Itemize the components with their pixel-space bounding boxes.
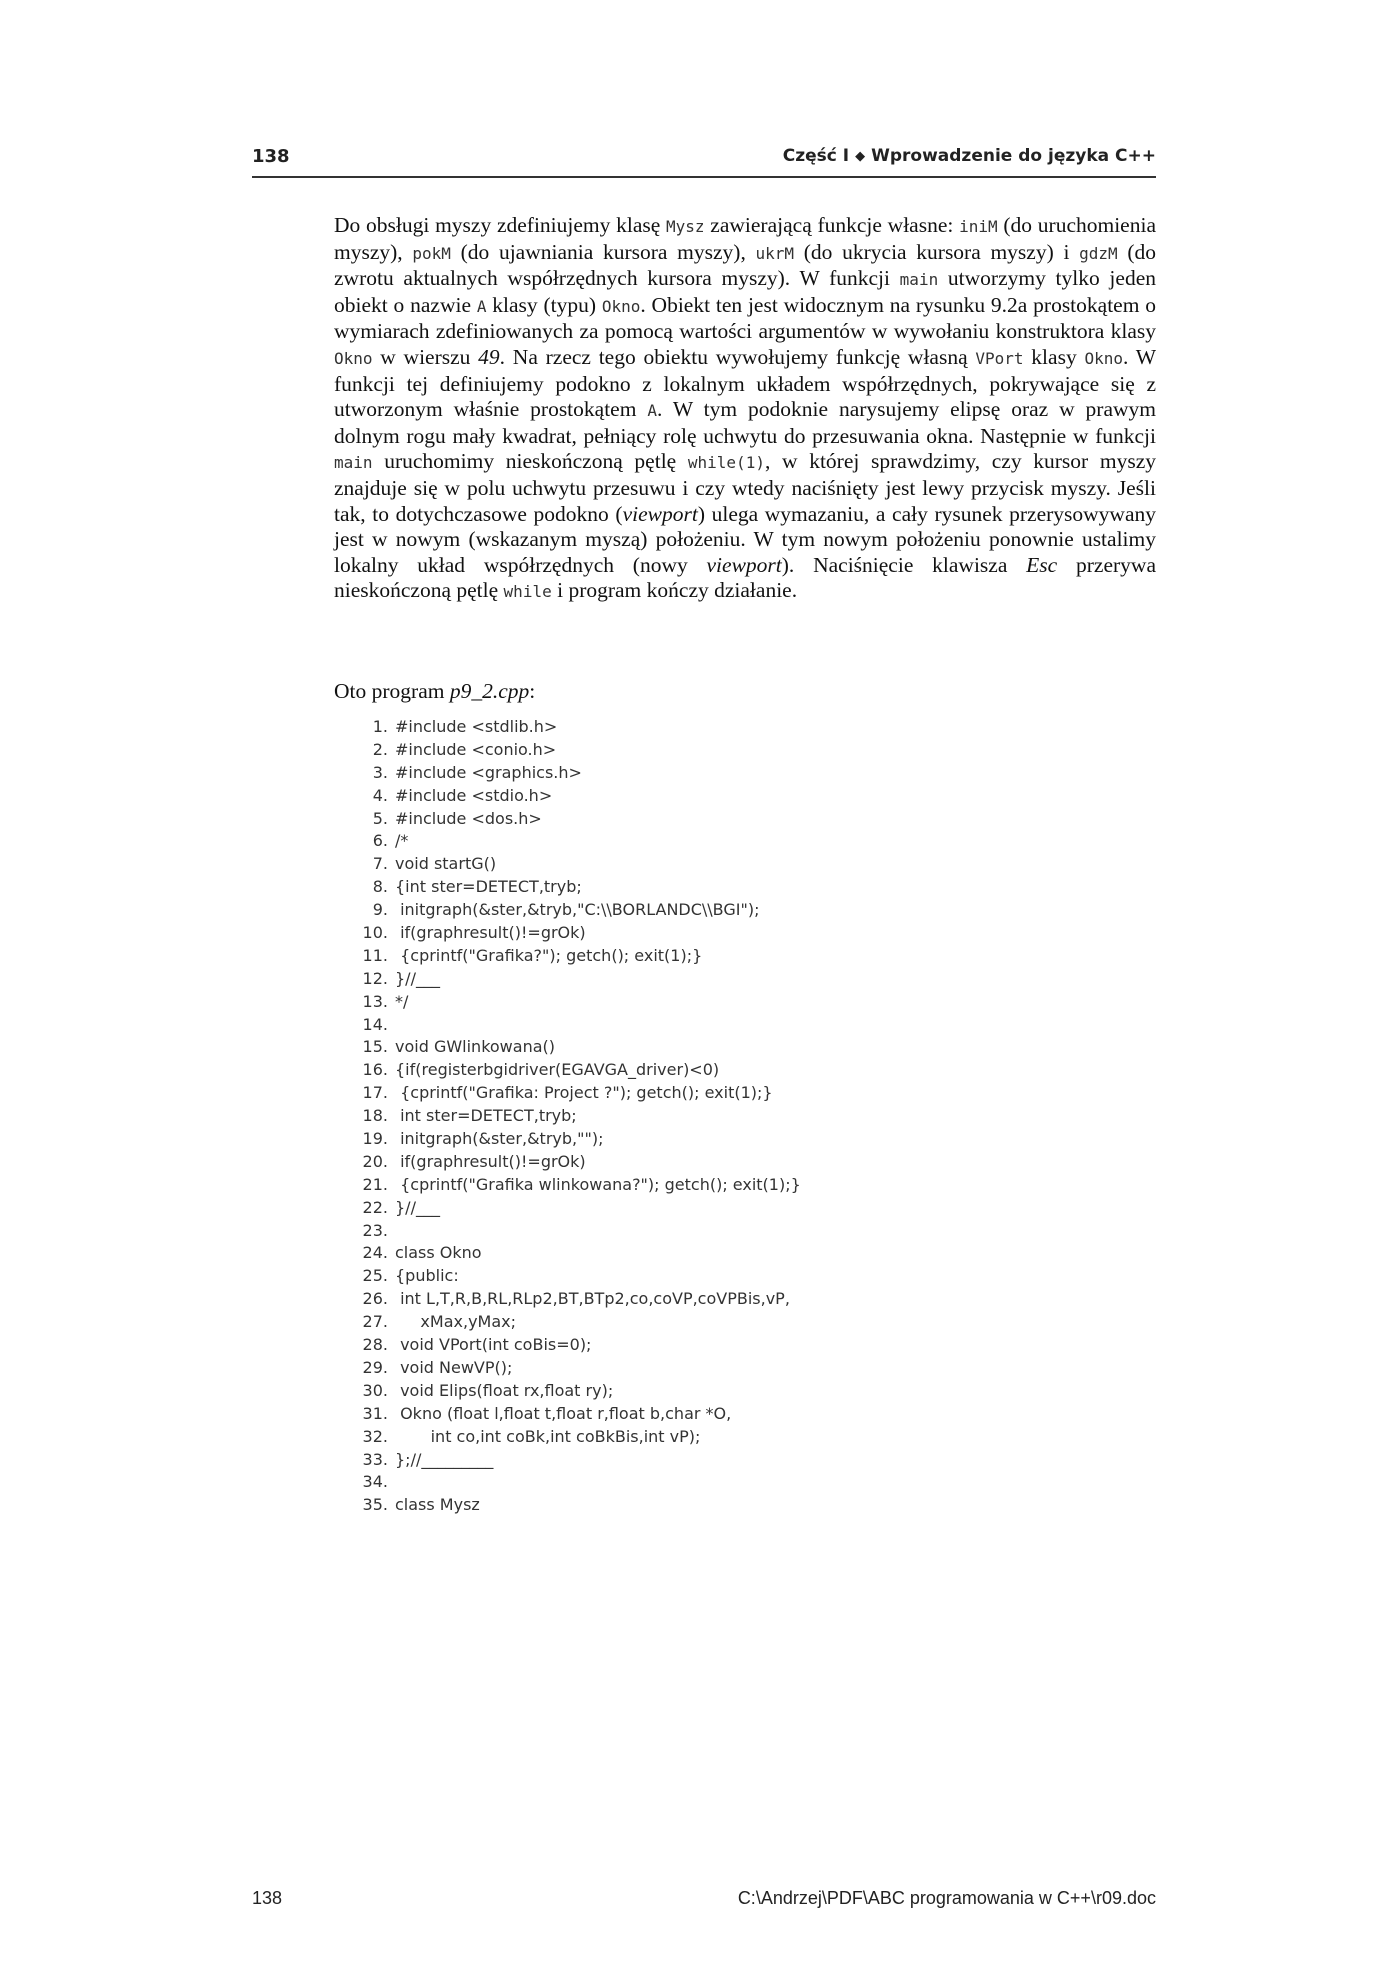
line-code: #include <dos.h> [395,808,542,828]
inline-code: main [899,270,939,290]
code-line [340,1220,1040,1243]
body-paragraph [334,213,1156,605]
program-intro [334,678,535,704]
code-listing [340,716,1040,1517]
line-code [388,1221,395,1240]
line-code: void Elips(float rx,float ry); [395,1380,614,1400]
line-code: int co,int coBk,int coBkBis,int vP); [395,1426,701,1446]
line-code: void GWlinkowana() [395,1037,555,1057]
code-line [340,785,1040,808]
line-number: 30. [362,1380,388,1400]
line-number: 26. [362,1289,388,1309]
code-line [340,1014,1040,1037]
code-line [340,830,1040,853]
code-line [340,1059,1040,1082]
line-code [388,1015,395,1034]
diamond-icon: ◆ [855,149,866,164]
text-run: ) ulega wymazaniu, a cały rysunek przerysowywany jest w nowym (wskazanym myszą) położeniu. W tym nowym położeniu ponownie ustalimy lokalny układ współrzędnych (nowy [334,501,1157,577]
code-line [340,1174,1040,1197]
line-code: {cprintf("Grafika wlinkowana?"); getch(); exit(1);} [395,1174,801,1194]
line-number: 22. [362,1197,388,1217]
line-number: 21. [362,1174,388,1194]
line-code: */ [395,991,409,1011]
text-run: przerywa nieskończoną pętlę [334,552,1156,603]
text-run: . W funkcji tej definiujemy podokno z lokalnym układem współrzędnych, pokrywające się z utworzonym właśnie prostokątem [334,344,1157,422]
inline-code: A [476,296,487,316]
line-code: void NewVP(); [395,1357,513,1377]
code-line [340,1494,1040,1517]
text-run: klasy (typu) [486,292,602,317]
code-line [340,762,1040,785]
program-filename: p9_2.cpp [449,679,530,703]
page-number: 138 [252,146,290,167]
line-code: {int ster=DETECT,tryb; [395,877,582,897]
inline-code: ukrM [755,243,795,263]
code-line [340,876,1040,899]
text-run: i program kończy działanie. [551,578,798,603]
line-code: if(graphresult()!=grOk) [395,1151,586,1171]
line-number: 32. [362,1426,388,1446]
line-code: int L,T,R,B,RL,RLp2,BT,BTp2,co,coVP,coVPBis,vP, [395,1289,790,1309]
inline-code: A [647,401,657,421]
line-code: initgraph(&ster,&tryb,"C:\\BORLANDC\\BGI"); [395,900,760,920]
line-number: 35. [362,1495,388,1515]
inline-code: Okno [601,296,641,316]
text-run: (do zwrotu aktualnych współrzędnych kursora myszy). W funkcji [334,239,1157,291]
code-line [340,1242,1040,1265]
line-number: 16. [362,1060,388,1080]
text-run: . Obiekt ten jest widocznym na rysunku 9.2a prostokątem o wymiarach zdefiniowanych za pomocą wartości argumentów w wywołaniu konstruktora klasy [334,292,1157,344]
code-line [340,1357,1040,1380]
line-code: class Okno [395,1243,482,1263]
running-head [783,146,1156,166]
code-line [340,1288,1040,1311]
code-line [340,991,1040,1014]
intro-colon: : [529,679,536,703]
code-line [340,1426,1040,1449]
line-number: 3. [372,762,388,782]
code-line [340,739,1040,762]
code-line [340,1082,1040,1105]
inline-code: Mysz [666,217,705,236]
line-code: class Mysz [395,1495,480,1515]
line-number: 6. [372,831,388,851]
line-code: initgraph(&ster,&tryb,""); [395,1129,604,1149]
inline-code: pokM [412,243,451,263]
inline-code: main [334,453,373,473]
code-line [340,1380,1040,1403]
page-header [252,146,1156,178]
line-code: void VPort(int coBis=0); [395,1335,592,1355]
code-line [340,1036,1040,1059]
line-number: 5. [372,808,388,828]
inline-code: VPort [975,348,1024,368]
line-code: int ster=DETECT,tryb; [395,1106,577,1126]
code-line [340,1334,1040,1357]
running-head-part: Część I [782,146,850,166]
text-run: (do ujawniania kursora myszy), [450,239,756,264]
line-number: 29. [362,1357,388,1377]
line-number: 8. [372,877,388,897]
text-run: , w której sprawdzimy, czy kursor myszy znajduje się w polu uchwytu przesuwu i czy wtedy naciśnięty jest lewy przycisk myszy. Jeśli tak, to dotychczasowe podokno ( [334,449,1156,526]
text-run: w wierszu [372,344,479,369]
line-code: {if(registerbgidriver(EGAVGA_driver)<0) [395,1060,720,1080]
code-line [340,1471,1040,1494]
line-number: 20. [362,1151,388,1171]
line-number: 10. [362,923,388,943]
code-line [340,1197,1040,1220]
line-code: {cprintf("Grafika?"); getch(); exit(1);} [395,945,703,965]
line-code: /* [395,831,409,851]
footer-file-path: C:\Andrzej\PDF\ABC programowania w C++\r09.doc [737,1888,1156,1908]
code-line [340,853,1040,876]
code-line [340,1449,1040,1472]
text-run: . W tym podoknie narysujemy elipsę oraz w prawym dolnym rogu mały kwadrat, pełniący rolę uchwytu do przesuwania okna. Następnie w funkcji [334,397,1156,448]
line-code: {cprintf("Grafika: Project ?"); getch(); exit(1);} [395,1083,773,1103]
line-number: 24. [362,1243,388,1263]
inline-code: Okno [334,348,373,368]
emphasis: 49 [478,344,500,369]
line-code: #include <stdlib.h> [395,717,558,736]
line-number: 13. [362,991,388,1011]
text-run: zawierającą funkcje własne: [704,213,960,237]
text-run: utworzymy tylko jeden obiekt o nazwie [334,266,1156,317]
line-number: 18. [362,1106,388,1126]
code-line [340,1105,1040,1128]
page-footer [252,1888,1156,1912]
line-number: 2. [372,739,388,759]
line-number: 1. [372,717,388,736]
line-number: 15. [362,1037,388,1057]
line-number: 9. [372,900,388,920]
code-line [340,1151,1040,1174]
emphasis: viewport [622,501,698,526]
line-number: 28. [362,1335,388,1355]
code-line [340,1311,1040,1334]
line-number: 11. [362,945,388,965]
emphasis: Esc [1026,552,1058,577]
code-line [340,899,1040,922]
intro-text: Oto program [334,679,450,703]
code-line [340,1128,1040,1151]
inline-code: while [503,582,552,602]
line-code: xMax,yMax; [395,1312,516,1332]
code-line [340,716,1040,739]
line-number: 12. [362,968,388,988]
code-line [340,945,1040,968]
text-run: (do ukrycia kursora myszy) i [794,239,1080,264]
line-number: 4. [372,785,388,805]
line-code: }//___ [395,968,440,988]
text-run: klasy [1023,344,1085,369]
line-number: 23. [362,1220,388,1240]
emphasis: viewport [706,552,782,577]
line-code: #include <conio.h> [395,739,557,759]
line-code: #include <graphics.h> [395,762,582,782]
inline-code: gdzM [1079,243,1118,263]
line-code: {public: [395,1266,459,1286]
inline-code: Okno [1084,348,1123,368]
code-line [340,808,1040,831]
code-line [340,1265,1040,1288]
line-code: Okno (float l,float t,float r,float b,char *O, [395,1403,732,1423]
code-line [340,1403,1040,1426]
line-number: 31. [362,1403,388,1423]
line-code: #include <stdio.h> [395,785,553,805]
line-code: }//___ [395,1197,440,1217]
text-run: (do uruchomienia myszy), [334,213,1156,264]
line-number: 34. [362,1472,388,1492]
text-run: ). Naciśnięcie klawisza [781,552,1027,577]
line-number: 27. [362,1312,388,1332]
text-run: . Na rzecz tego obiektu wywołujemy funkcję własną [499,344,976,369]
text-run: Do obsługi myszy zdefiniujemy klasę [334,213,667,237]
text-run: uruchomimy nieskończoną pętlę [372,449,688,474]
running-head-title: Wprowadzenie do języka C++ [871,146,1156,166]
code-line [340,968,1040,991]
line-code: };//_________ [395,1449,494,1469]
line-number: 7. [372,854,388,874]
footer-page-number: 138 [252,1888,283,1908]
line-number: 33. [362,1449,388,1469]
inline-code: while(1) [687,453,765,473]
line-code [388,1472,395,1491]
line-number: 14. [362,1014,388,1034]
inline-code: iniM [959,217,998,236]
line-code: void startG() [395,854,497,874]
code-line [340,922,1040,945]
line-code: if(graphresult()!=grOk) [395,923,586,943]
line-number: 19. [362,1129,388,1149]
line-number: 25. [362,1266,388,1286]
line-number: 17. [362,1083,388,1103]
